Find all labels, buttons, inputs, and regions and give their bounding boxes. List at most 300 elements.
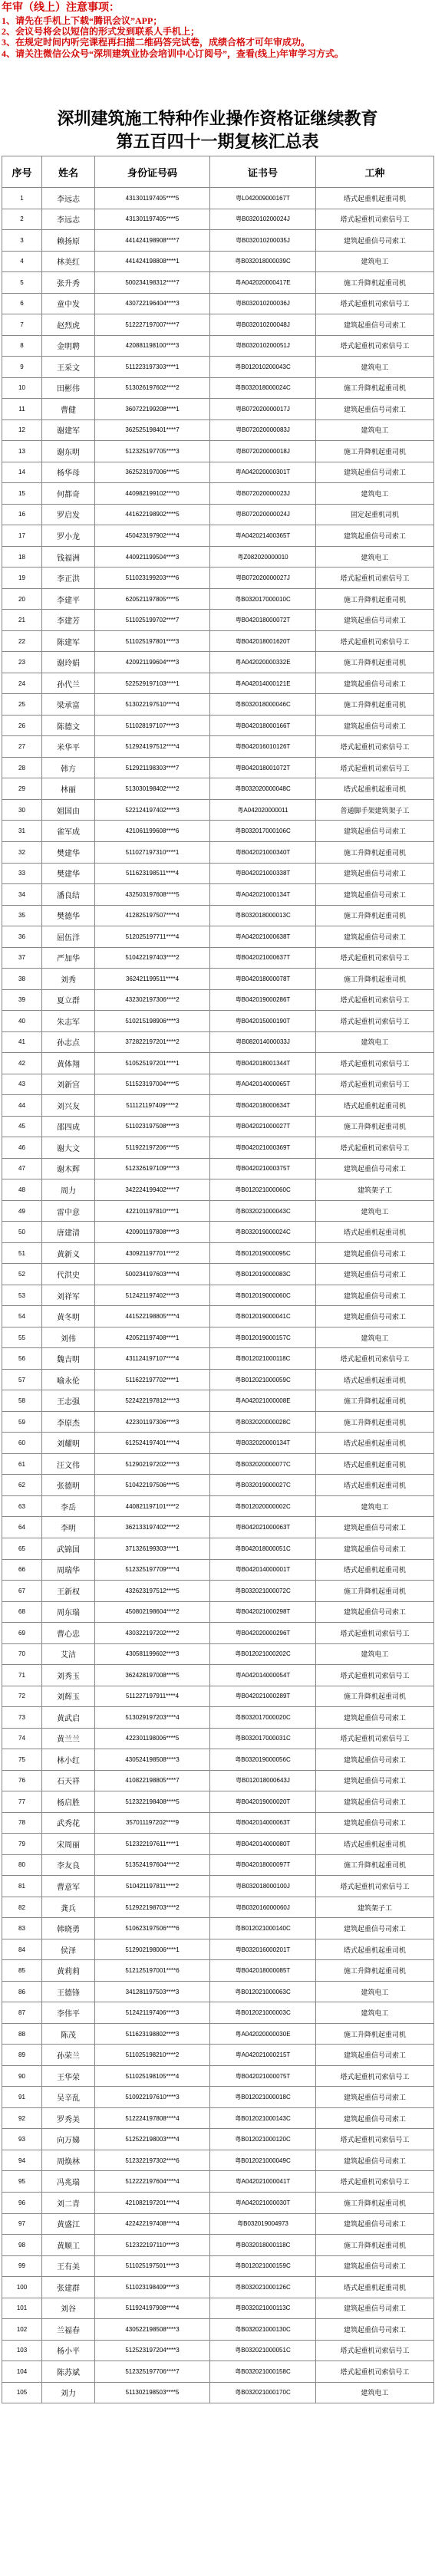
notice-item: 1、请先在手机上下载“腾讯会议”APP； — [2, 15, 163, 26]
cell-name: 孙荣兰 — [42, 2045, 95, 2066]
cell-index: 12 — [2, 419, 42, 441]
cell-name: 杨华母 — [42, 462, 95, 483]
table-row — [2, 314, 434, 336]
cell-certificate-number: 粤B042014000080T — [210, 1834, 316, 1855]
cell-job-type: 塔式起重机司索信号工 — [316, 1348, 434, 1370]
cell-job-type: 建筑电工 — [316, 2002, 434, 2024]
cell-certificate-number: 粤A042021000041T — [210, 2171, 316, 2193]
cell-index: 40 — [2, 1011, 42, 1032]
cell-id-number: 512421197402****3 — [95, 1285, 210, 1306]
cell-certificate-number: 粤B072020000027J — [210, 568, 316, 589]
cell-name: 张德明 — [42, 1475, 95, 1496]
cell-id-number: 620521197805****5 — [95, 588, 210, 610]
table-row — [2, 377, 434, 399]
cell-id-number: 512322197110****3 — [95, 2235, 210, 2256]
cell-job-type: 施工升降机起重司机 — [316, 2192, 434, 2213]
cell-index: 97 — [2, 2213, 42, 2235]
cell-job-type: 塔式起重机司索信号工 — [316, 630, 434, 652]
cell-certificate-number: 粤A042014000065T — [210, 1074, 316, 1095]
table-row — [2, 1158, 434, 1179]
table-row — [2, 821, 434, 842]
cell-index: 56 — [2, 1348, 42, 1370]
cell-job-type: 施工升降机起重司机 — [316, 272, 434, 294]
cell-job-type: 塔式起重机司索信号工 — [316, 2340, 434, 2361]
cell-name: 向万娣 — [42, 2129, 95, 2150]
table-row — [2, 272, 434, 294]
cell-name: 汪文伟 — [42, 1453, 95, 1475]
table-row — [2, 1791, 434, 1813]
header-id-number: 身份证号码 — [95, 156, 210, 188]
table-row — [2, 462, 434, 483]
cell-index: 63 — [2, 1495, 42, 1517]
cell-id-number: 510525197201****1 — [95, 1053, 210, 1074]
cell-id-number: 362523197006****5 — [95, 462, 210, 483]
cell-id-number: 430581199602****3 — [95, 1643, 210, 1665]
table-row — [2, 694, 434, 716]
cell-job-type: 建筑起重信号司索工 — [316, 2045, 434, 2066]
cell-certificate-number: 粤A042021000638T — [210, 926, 316, 948]
cell-name: 黄兰兰 — [42, 1728, 95, 1749]
cell-id-number: 430722196404****3 — [95, 293, 210, 314]
table-row — [2, 1495, 434, 1517]
cell-id-number: 512924197512****4 — [95, 736, 210, 758]
cell-job-type: 施工升降机起重司机 — [316, 1960, 434, 1982]
cell-name: 孙代兰 — [42, 673, 95, 694]
cell-job-type: 塔式起重机司索信号工 — [316, 947, 434, 969]
cell-index: 72 — [2, 1686, 42, 1707]
cell-certificate-number: 粤B042018001344T — [210, 1053, 316, 1074]
cell-job-type: 塔式起重机起重司机 — [316, 1834, 434, 1855]
cell-name: 林丽 — [42, 778, 95, 800]
cell-certificate-number: 粤B012021000003C — [210, 2002, 316, 2024]
cell-job-type: 建筑起重信号司索工 — [316, 2150, 434, 2171]
cell-id-number: 431301197405****5 — [95, 188, 210, 209]
table-row — [2, 1264, 434, 1285]
cell-name: 石天祥 — [42, 1770, 95, 1791]
cell-job-type: 塔式起重机司索信号工 — [316, 1728, 434, 1749]
cell-job-type: 建筑起重信号司索工 — [316, 863, 434, 884]
cell-id-number: 511223197303****1 — [95, 357, 210, 378]
table-row — [2, 1939, 434, 1960]
cell-id-number: 511023197508****3 — [95, 1116, 210, 1137]
cell-name: 夏立群 — [42, 989, 95, 1011]
cell-id-number: 512902198006****1 — [95, 1939, 210, 1960]
cell-certificate-number: 粤B042018000051C — [210, 1538, 316, 1560]
cell-certificate-number: 粤B012021000120C — [210, 2129, 316, 2150]
table-row — [2, 1348, 434, 1370]
cell-certificate-number: 粤B042018000166T — [210, 715, 316, 736]
cell-id-number: 511025198105****4 — [95, 2065, 210, 2087]
cell-id-number: 511622197702****1 — [95, 1369, 210, 1390]
cell-id-number: 512227197007****7 — [95, 314, 210, 336]
cell-index: 22 — [2, 630, 42, 652]
table-row — [2, 504, 434, 525]
cell-name: 王新权 — [42, 1581, 95, 1602]
cell-name: 韩晓勇 — [42, 1918, 95, 1939]
cell-certificate-number: 粤B042021000298T — [210, 1601, 316, 1623]
cell-id-number: 440982199102****0 — [95, 483, 210, 505]
cell-certificate-number: 粤B032018000118C — [210, 2235, 316, 2256]
cell-index: 49 — [2, 1200, 42, 1222]
cell-name: 唐建清 — [42, 1222, 95, 1243]
cell-id-number: 511227197911****4 — [95, 1686, 210, 1707]
header-name: 姓名 — [42, 156, 95, 188]
cell-name: 李伟平 — [42, 2002, 95, 2024]
cell-id-number: 511924197908****4 — [95, 2298, 210, 2319]
cell-id-number: 512322198408****5 — [95, 1791, 210, 1813]
cell-index: 66 — [2, 1559, 42, 1581]
cell-index: 36 — [2, 926, 42, 948]
cell-id-number: 511023198409****3 — [95, 2277, 210, 2298]
cell-name: 李建平 — [42, 588, 95, 610]
cell-certificate-number: 粤B072020000018J — [210, 441, 316, 462]
cell-name: 黄盛江 — [42, 2213, 95, 2235]
cell-index: 31 — [2, 821, 42, 842]
cell-index: 35 — [2, 905, 42, 926]
cell-certificate-number: 粤B012019000083C — [210, 1264, 316, 1285]
table-row — [2, 947, 434, 969]
cell-certificate-number: 粤B042021000075T — [210, 2065, 316, 2087]
cell-index: 84 — [2, 1939, 42, 1960]
cell-certificate-number: 粤B042021000338T — [210, 863, 316, 884]
cell-job-type: 建筑起重信号司索工 — [316, 1601, 434, 1623]
cell-id-number: 500234198312****7 — [95, 272, 210, 294]
table-row — [2, 546, 434, 568]
table-row — [2, 1222, 434, 1243]
cell-job-type: 建筑起重信号司索工 — [316, 1306, 434, 1327]
cell-job-type: 施工升降机起重司机 — [316, 377, 434, 399]
table-row — [2, 2150, 434, 2171]
table-row — [2, 568, 434, 589]
cell-name: 谢玲娟 — [42, 652, 95, 673]
cell-id-number: 422301198006****5 — [95, 1728, 210, 1749]
table-row — [2, 1179, 434, 1201]
table-row — [2, 1686, 434, 1707]
cell-id-number: 430522198508****3 — [95, 2319, 210, 2341]
cell-id-number: 512922198703****2 — [95, 1897, 210, 1918]
cell-id-number: 510421197811****2 — [95, 1876, 210, 1897]
cell-certificate-number: 粤B042015000190T — [210, 1011, 316, 1032]
cell-job-type: 建筑起重信号司索工 — [316, 1918, 434, 1939]
table-row — [2, 251, 434, 272]
cell-job-type: 施工升降机起重司机 — [316, 2023, 434, 2045]
cell-id-number: 432503197608****5 — [95, 884, 210, 906]
cell-certificate-number: 粤B032010200024J — [210, 209, 316, 230]
cell-certificate-number: 粤B042021000063T — [210, 1517, 316, 1538]
table-row — [2, 1665, 434, 1686]
table-row — [2, 2277, 434, 2298]
cell-id-number: 512222197604****4 — [95, 2171, 210, 2193]
cell-certificate-number: 粤B042018001072T — [210, 757, 316, 778]
cell-job-type: 建筑起重信号司索工 — [316, 1791, 434, 1813]
cell-job-type: 塔式起重机司索信号工 — [316, 293, 434, 314]
cell-index: 45 — [2, 1116, 42, 1137]
table-row — [2, 1770, 434, 1791]
cell-name: 林小红 — [42, 1749, 95, 1771]
cell-id-number: 513026197602****2 — [95, 377, 210, 399]
cell-name: 刘耀明 — [42, 1433, 95, 1454]
cell-certificate-number: 粤A042014000121E — [210, 673, 316, 694]
cell-name: 雀军成 — [42, 821, 95, 842]
cell-job-type: 塔式起重机司索信号工 — [316, 568, 434, 589]
table-row — [2, 1242, 434, 1264]
cell-job-type: 施工升降机起重司机 — [316, 1411, 434, 1433]
cell-id-number: 511302198503****5 — [95, 2382, 210, 2403]
cell-job-type: 建筑电工 — [316, 1495, 434, 1517]
cell-index: 55 — [2, 1327, 42, 1348]
cell-certificate-number: 粤B032018000013C — [210, 905, 316, 926]
cell-id-number: 440821197101****2 — [95, 1495, 210, 1517]
cell-id-number: 421082197201****4 — [95, 2192, 210, 2213]
table-row — [2, 673, 434, 694]
cell-certificate-number: 粤B042021000369T — [210, 1137, 316, 1159]
cell-index: 3 — [2, 230, 42, 252]
table-row — [2, 2087, 434, 2108]
cell-job-type: 建筑电工 — [316, 546, 434, 568]
cell-name: 张升秀 — [42, 272, 95, 294]
cell-certificate-number: 粤B032018000100J — [210, 1876, 316, 1897]
cell-index: 86 — [2, 1981, 42, 2002]
cell-certificate-number: 粤B032018000039C — [210, 251, 316, 272]
cell-index: 39 — [2, 989, 42, 1011]
cell-id-number: 431124197107****4 — [95, 1348, 210, 1370]
cell-index: 46 — [2, 1137, 42, 1159]
cell-certificate-number: 粤B032020000134T — [210, 1433, 316, 1454]
table-row — [2, 799, 434, 821]
cell-index: 80 — [2, 1854, 42, 1876]
table-row — [2, 2361, 434, 2383]
cell-job-type: 建筑电工 — [316, 483, 434, 505]
cell-name: 刘二青 — [42, 2192, 95, 2213]
cell-certificate-number: 粤B032019000056C — [210, 1749, 316, 1771]
cell-certificate-number: 粤A042020000417E — [210, 272, 316, 294]
cell-id-number: 441424198908****7 — [95, 230, 210, 252]
cell-name: 罗小龙 — [42, 525, 95, 547]
cell-index: 41 — [2, 1031, 42, 1053]
cell-id-number: 511523197004****5 — [95, 1074, 210, 1095]
table-row — [2, 1559, 434, 1581]
cell-certificate-number: 粤B032016000201T — [210, 1939, 316, 1960]
cell-job-type: 建筑起重信号司索工 — [316, 2107, 434, 2129]
cell-name: 樊建华 — [42, 863, 95, 884]
notice-lines — [2, 15, 431, 59]
cell-id-number: 511025199702****7 — [95, 610, 210, 631]
cell-certificate-number: 粤B032020000077C — [210, 1453, 316, 1475]
table-row — [2, 757, 434, 778]
cell-index: 34 — [2, 884, 42, 906]
cell-name: 周东瑞 — [42, 1601, 95, 1623]
cell-index: 20 — [2, 588, 42, 610]
cell-id-number: 450802198604****2 — [95, 1601, 210, 1623]
cell-name: 樊德华 — [42, 905, 95, 926]
cell-job-type: 施工升降机起重司机 — [316, 2235, 434, 2256]
cell-job-type: 固定起重机司机 — [316, 504, 434, 525]
cell-id-number: 522124197402****3 — [95, 799, 210, 821]
cell-name: 艾洁 — [42, 1643, 95, 1665]
cell-id-number: 511028197107****3 — [95, 715, 210, 736]
cell-job-type: 建筑起重信号司索工 — [316, 1285, 434, 1306]
cell-name: 喻永伦 — [42, 1369, 95, 1390]
cell-name: 王有美 — [42, 2255, 95, 2277]
cell-index: 29 — [2, 778, 42, 800]
cell-name: 黄武启 — [42, 1707, 95, 1729]
cell-index: 42 — [2, 1053, 42, 1074]
cell-certificate-number: 粤B042019000286T — [210, 989, 316, 1011]
cell-id-number: 500234197603****4 — [95, 1264, 210, 1285]
cell-job-type: 建筑起重信号司索工 — [316, 525, 434, 547]
cell-index: 17 — [2, 525, 42, 547]
cell-index: 71 — [2, 1665, 42, 1686]
cell-index: 6 — [2, 293, 42, 314]
cell-index: 9 — [2, 357, 42, 378]
cell-index: 18 — [2, 546, 42, 568]
cell-job-type: 建筑起重信号司索工 — [316, 1707, 434, 1729]
cell-certificate-number: 粤A042021000030T — [210, 2192, 316, 2213]
cell-certificate-number: 粤B012021000159C — [210, 2255, 316, 2277]
cell-certificate-number: 粤B032020000028C — [210, 1411, 316, 1433]
table-row — [2, 652, 434, 673]
cell-name: 刘秀 — [42, 969, 95, 990]
cell-name: 邵四成 — [42, 1116, 95, 1137]
cell-certificate-number: 粤A042020000301T — [210, 462, 316, 483]
cell-name: 陈茂 — [42, 2023, 95, 2045]
cell-name: 武秀花 — [42, 1812, 95, 1834]
cell-index: 23 — [2, 652, 42, 673]
cell-job-type: 建筑起重信号司索工 — [316, 1538, 434, 1560]
table-body — [2, 188, 434, 2403]
cell-name: 李友良 — [42, 1854, 95, 1876]
cell-index: 95 — [2, 2171, 42, 2193]
cell-id-number: 510623197506****6 — [95, 1918, 210, 1939]
cell-name: 屈伍洋 — [42, 926, 95, 948]
table-row — [2, 841, 434, 863]
cell-id-number: 512902197202****3 — [95, 1453, 210, 1475]
cell-job-type: 施工升降机起重司机 — [316, 841, 434, 863]
cell-id-number: 420921199604****3 — [95, 652, 210, 673]
cell-certificate-number: 粤B042016010126T — [210, 736, 316, 758]
cell-id-number: 512326197109****3 — [95, 1158, 210, 1179]
cell-job-type: 建筑起重信号司索工 — [316, 314, 434, 336]
cell-certificate-number: 粤B012021000118C — [210, 1348, 316, 1370]
table-row — [2, 2298, 434, 2319]
cell-certificate-number: 粤B032010200035J — [210, 230, 316, 252]
cell-name: 李原杰 — [42, 1411, 95, 1433]
cell-certificate-number: 粤B042021000027T — [210, 1116, 316, 1137]
cell-certificate-number: 粤B042018000097T — [210, 1854, 316, 1876]
cell-job-type: 建筑电工 — [316, 1327, 434, 1348]
notice-title: 年审（线上）注意事项： — [2, 2, 120, 14]
cell-certificate-number: 粤B012021000018C — [210, 2087, 316, 2108]
cell-index: 47 — [2, 1158, 42, 1179]
cell-name: 刘祥军 — [42, 1285, 95, 1306]
cell-name: 武锦国 — [42, 1538, 95, 1560]
table-row — [2, 335, 434, 357]
cell-id-number: 410822198805****7 — [95, 1770, 210, 1791]
table-row — [2, 1011, 434, 1032]
cell-id-number: 511121197409****2 — [95, 1095, 210, 1117]
table-row — [2, 2340, 434, 2361]
table-row — [2, 2213, 434, 2235]
cell-certificate-number: 粤B012019000095C — [210, 1242, 316, 1264]
cell-certificate-number: 粤B042021000637T — [210, 947, 316, 969]
cell-index: 68 — [2, 1601, 42, 1623]
cell-job-type: 建筑起重信号司索工 — [316, 1812, 434, 1834]
cell-id-number: 362525198401****7 — [95, 419, 210, 441]
cell-index: 5 — [2, 272, 42, 294]
cell-id-number: 430921197701****2 — [95, 1242, 210, 1264]
cell-certificate-number: 粤Z082020000010 — [210, 546, 316, 568]
header-certificate-number: 证书号 — [210, 156, 316, 188]
cell-job-type: 塔式起重机司索信号工 — [316, 1623, 434, 1644]
table-row — [2, 969, 434, 990]
cell-job-type: 塔式起重机司索信号工 — [316, 2065, 434, 2087]
cell-job-type: 建筑起重信号司索工 — [316, 462, 434, 483]
cell-name: 李明 — [42, 1517, 95, 1538]
cell-job-type: 建筑架子工 — [316, 1897, 434, 1918]
cell-id-number: 512125197001****6 — [95, 1960, 210, 1982]
table-row — [2, 293, 434, 314]
cell-name: 何都奇 — [42, 483, 95, 505]
cell-name: 陈德文 — [42, 715, 95, 736]
cell-id-number: 422422197408****4 — [95, 2213, 210, 2235]
cell-job-type: 建筑起重信号司索工 — [316, 1770, 434, 1791]
cell-certificate-number: 粤B032018000024C — [210, 377, 316, 399]
cell-job-type: 建筑电工 — [316, 251, 434, 272]
notice-item: 4、请关注微信公众号“深圳建筑业协会培训中心订阅号”，查看(线上)年审学习方式。 — [2, 48, 344, 59]
cell-id-number: 513022197510****4 — [95, 694, 210, 716]
cell-job-type: 塔式起重机司索信号工 — [316, 1011, 434, 1032]
cell-job-type: 建筑架子工 — [316, 1179, 434, 1201]
table-row — [2, 863, 434, 884]
header-index: 序号 — [2, 156, 42, 188]
cell-name: 曹健 — [42, 399, 95, 420]
cell-id-number: 422101197810****1 — [95, 1200, 210, 1222]
table-row — [2, 905, 434, 926]
cell-name: 黄新义 — [42, 1242, 95, 1264]
cell-certificate-number: 粤B012019000060C — [210, 1285, 316, 1306]
cell-job-type: 塔式起重机司索信号工 — [316, 1876, 434, 1897]
cell-index: 104 — [2, 2361, 42, 2383]
cell-certificate-number: 粤B012021000059C — [210, 1369, 316, 1390]
table-row — [2, 419, 434, 441]
cell-job-type: 建筑起重信号司索工 — [316, 230, 434, 252]
cell-index: 27 — [2, 736, 42, 758]
cell-index: 58 — [2, 1390, 42, 1412]
table-row — [2, 525, 434, 547]
cell-name: 黄莉莉 — [42, 1960, 95, 1982]
cell-name: 朱志军 — [42, 1011, 95, 1032]
cell-job-type: 塔式起重机司索信号工 — [316, 209, 434, 230]
cell-job-type: 施工升降机起重司机 — [316, 588, 434, 610]
cell-index: 73 — [2, 1707, 42, 1729]
cell-id-number: 430524198508****3 — [95, 1749, 210, 1771]
cell-name: 姐国由 — [42, 799, 95, 821]
table-row — [2, 2065, 434, 2087]
cell-index: 98 — [2, 2235, 42, 2256]
cell-index: 85 — [2, 1960, 42, 1982]
cell-certificate-number: 粤B032017000020C — [210, 1707, 316, 1729]
table-row — [2, 2129, 434, 2150]
cell-id-number: 511025198210****2 — [95, 2045, 210, 2066]
cell-index: 10 — [2, 377, 42, 399]
cell-job-type: 塔式起重机起重司机 — [316, 2277, 434, 2298]
table-row — [2, 1390, 434, 1412]
cell-id-number: 510215198906****3 — [95, 1011, 210, 1032]
cell-index: 102 — [2, 2319, 42, 2341]
cell-id-number: 342224199402****7 — [95, 1179, 210, 1201]
cell-job-type: 建筑起重信号司索工 — [316, 2319, 434, 2341]
cell-name: 李远志 — [42, 188, 95, 209]
